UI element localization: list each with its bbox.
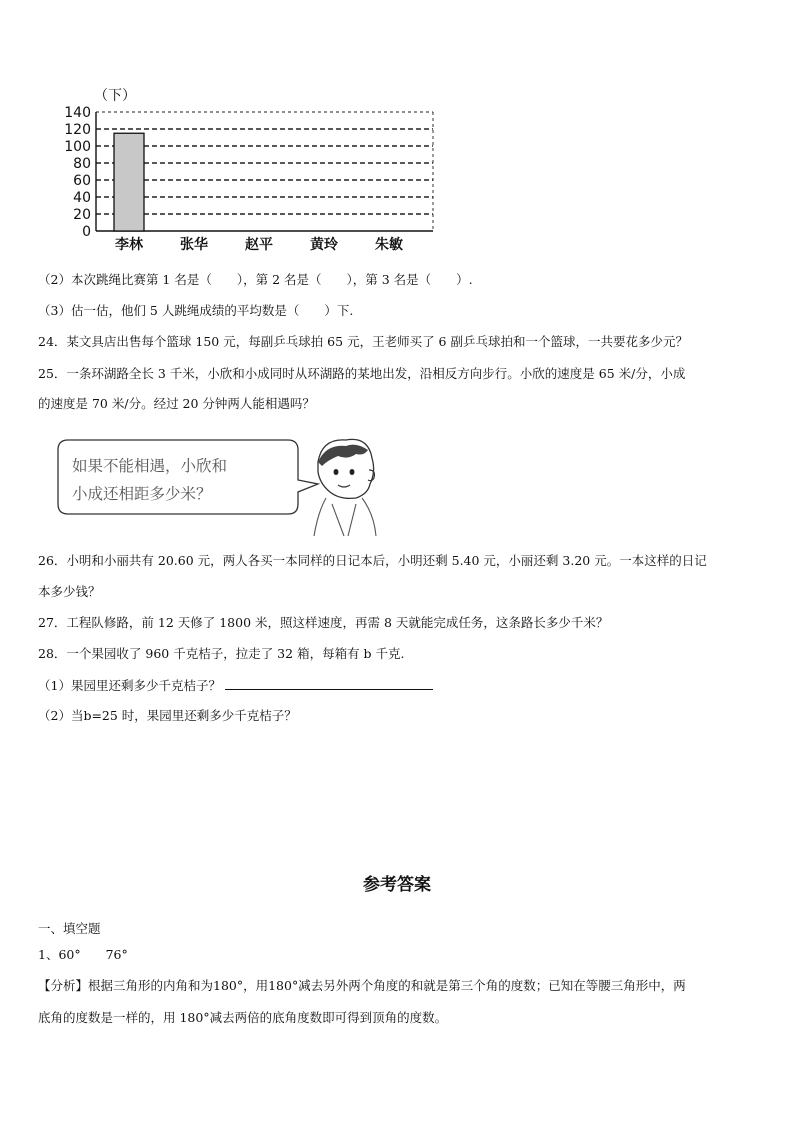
bar-李林: [114, 133, 144, 231]
y-tick-label: 120: [64, 122, 91, 138]
question-23-2: （2）本次跳绳比赛第 1 名是（ ），第 2 名是（ ），第 3 名是（ ）.: [38, 272, 473, 287]
question-26-line2: 本多少钱？: [38, 584, 101, 599]
question-24: 24．某文具店出售每个篮球 150 元，每副乒乓球拍 65 元，王老师买了 6 副乒乓球拍和一个篮球，一共要花多少元？: [38, 334, 688, 349]
x-tick-label: 黄玲: [310, 237, 338, 253]
answer-blank-line: [225, 677, 433, 690]
question-28-1-text: （1）果园里还剩多少千克桔子？: [38, 678, 221, 693]
x-tick-label: 赵平: [245, 237, 273, 253]
y-tick-label: 100: [64, 139, 91, 155]
question-25-line1: 25．一条环湖路全长 3 千米，小欣和小成同时从环湖路的某地出发，沿相反方向步行。小欣的速度是 65 米/分，小成: [38, 366, 686, 381]
x-tick-label: 李林: [115, 237, 143, 253]
x-tick-label: 张华: [180, 237, 208, 253]
y-tick-label: 60: [73, 173, 91, 189]
question-23-3: （3）估一估，他们 5 人跳绳成绩的平均数是（ ）下.: [38, 303, 354, 318]
y-tick-label: 20: [73, 207, 91, 223]
question-27: 27．工程队修路，前 12 天修了 1800 米，照这样速度，再需 8 天就能完成任务，这条路长多少千米？: [38, 615, 609, 630]
question-28: 28．一个果园收了 960 千克桔子，拉走了 32 箱，每箱有 b 千克.: [38, 646, 405, 661]
y-tick-label: 140: [64, 105, 91, 121]
analysis-line2: 底角的度数是一样的，用 180°减去两倍的底角度数即可得到顶角的度数。: [38, 1010, 448, 1025]
x-tick-label: 朱敏: [375, 237, 403, 253]
answers-section-heading: 一、填空题: [38, 921, 101, 936]
analysis-line1: 【分析】根据三角形的内角和为180°，用180°减去另外两个角度的和就是第三个角的度数；已知在等腰三角形中，两: [38, 978, 686, 993]
question-28-2: （2）当b=25 时，果园里还剩多少千克桔子？: [38, 708, 297, 723]
speech-bubble-illustration: [56, 432, 386, 542]
bubble-text-line2: 小成还相距多少米？: [72, 485, 212, 503]
y-unit-label: （下）: [94, 88, 136, 104]
y-tick-label: 0: [82, 224, 91, 240]
answer-1: 1、60° 76°: [38, 947, 128, 962]
question-28-1: [38, 677, 433, 694]
y-tick-label: 40: [73, 190, 91, 206]
question-26-line1: 26．小明和小丽共有 20.60 元，两人各买一本同样的日记本后，小明还剩 5.40 元，小丽还剩 3.20 元。一本这样的日记: [38, 553, 707, 568]
y-tick-label: 80: [73, 156, 91, 172]
question-25-line2: 的速度是 70 米/分。经过 20 分钟两人能相遇吗？: [38, 396, 315, 411]
answers-title: 参考答案: [363, 875, 431, 895]
jump-rope-bar-chart: [60, 84, 440, 259]
bubble-text-line1: 如果不能相遇，小欣和: [72, 457, 228, 475]
